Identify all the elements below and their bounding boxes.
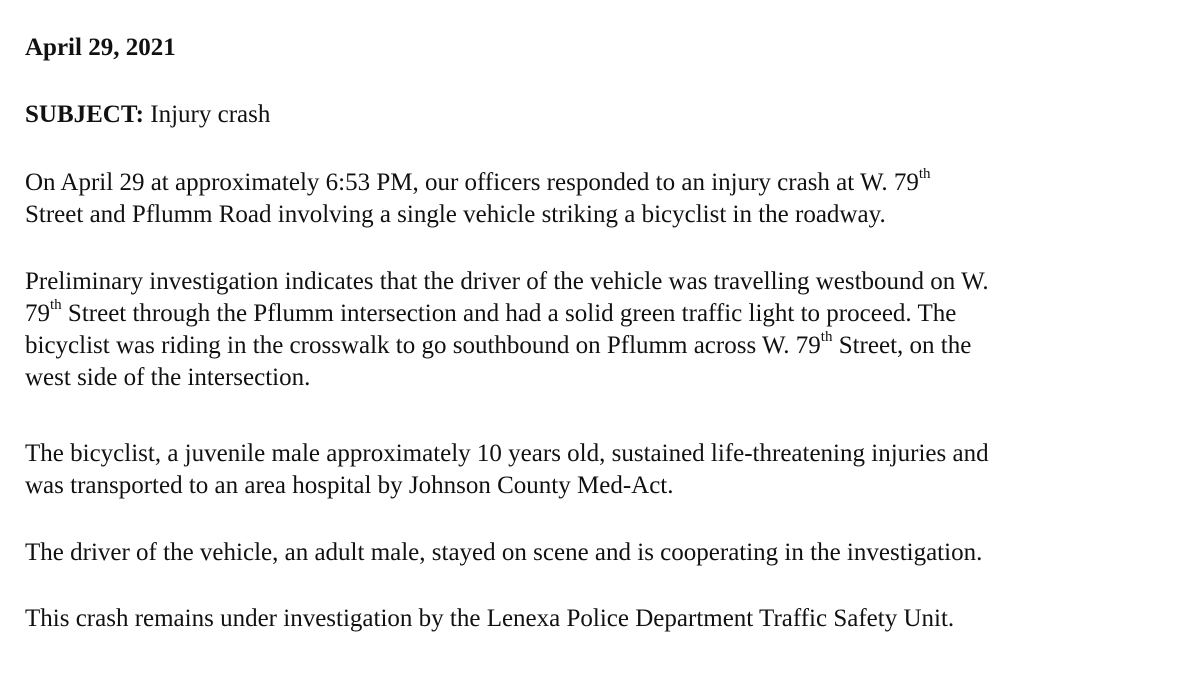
ordinal-suffix: th (50, 296, 62, 313)
text-run: bicyclist was riding in the crosswalk to go southbound on Pflumm across W. 79 (25, 332, 821, 359)
text-run: 79 (25, 300, 50, 327)
paragraph-status (25, 603, 1185, 635)
text-run: Street through the Pflumm intersection and had a solid green traffic light to proceed. The (61, 300, 957, 327)
paragraph-driver (25, 537, 1185, 569)
subject-text: Injury crash (144, 101, 271, 128)
paragraph-line: The driver of the vehicle, an adult male, stayed on scene and is cooperating in the investigation. (25, 539, 983, 566)
text-run: Street, on the (832, 332, 972, 359)
subject-label: SUBJECT: (25, 101, 145, 128)
paragraph-line: The bicyclist, a juvenile male approximately 10 years old, sustained life-threatening injuries and (25, 440, 989, 467)
paragraph-line: This crash remains under investigation by the Lenexa Police Department Traffic Safety Unit. (25, 605, 955, 632)
paragraph-line (25, 167, 1185, 199)
paragraph-line: Street and Pflumm Road involving a single vehicle striking a bicyclist in the roadway. (25, 201, 886, 228)
paragraph-investigation (25, 266, 1185, 394)
paragraph-line: Preliminary investigation indicates that the driver of the vehicle was travelling westbound on W. (25, 268, 989, 295)
paragraph-line (25, 298, 1185, 330)
paragraph-injuries (25, 438, 1185, 502)
ordinal-suffix: th (820, 328, 833, 345)
paragraph-incident (25, 167, 1185, 231)
release-date: April 29, 2021 (25, 34, 176, 61)
ordinal-suffix: th (918, 165, 931, 182)
subject-line (25, 99, 270, 131)
paragraph-line: was transported to an area hospital by Johnson County Med-Act. (25, 472, 674, 499)
text-run: On April 29 at approximately 6:53 PM, our officers responded to an injury crash at W. 79 (25, 169, 919, 196)
paragraph-line (25, 330, 1185, 362)
paragraph-line: west side of the intersection. (25, 364, 311, 391)
